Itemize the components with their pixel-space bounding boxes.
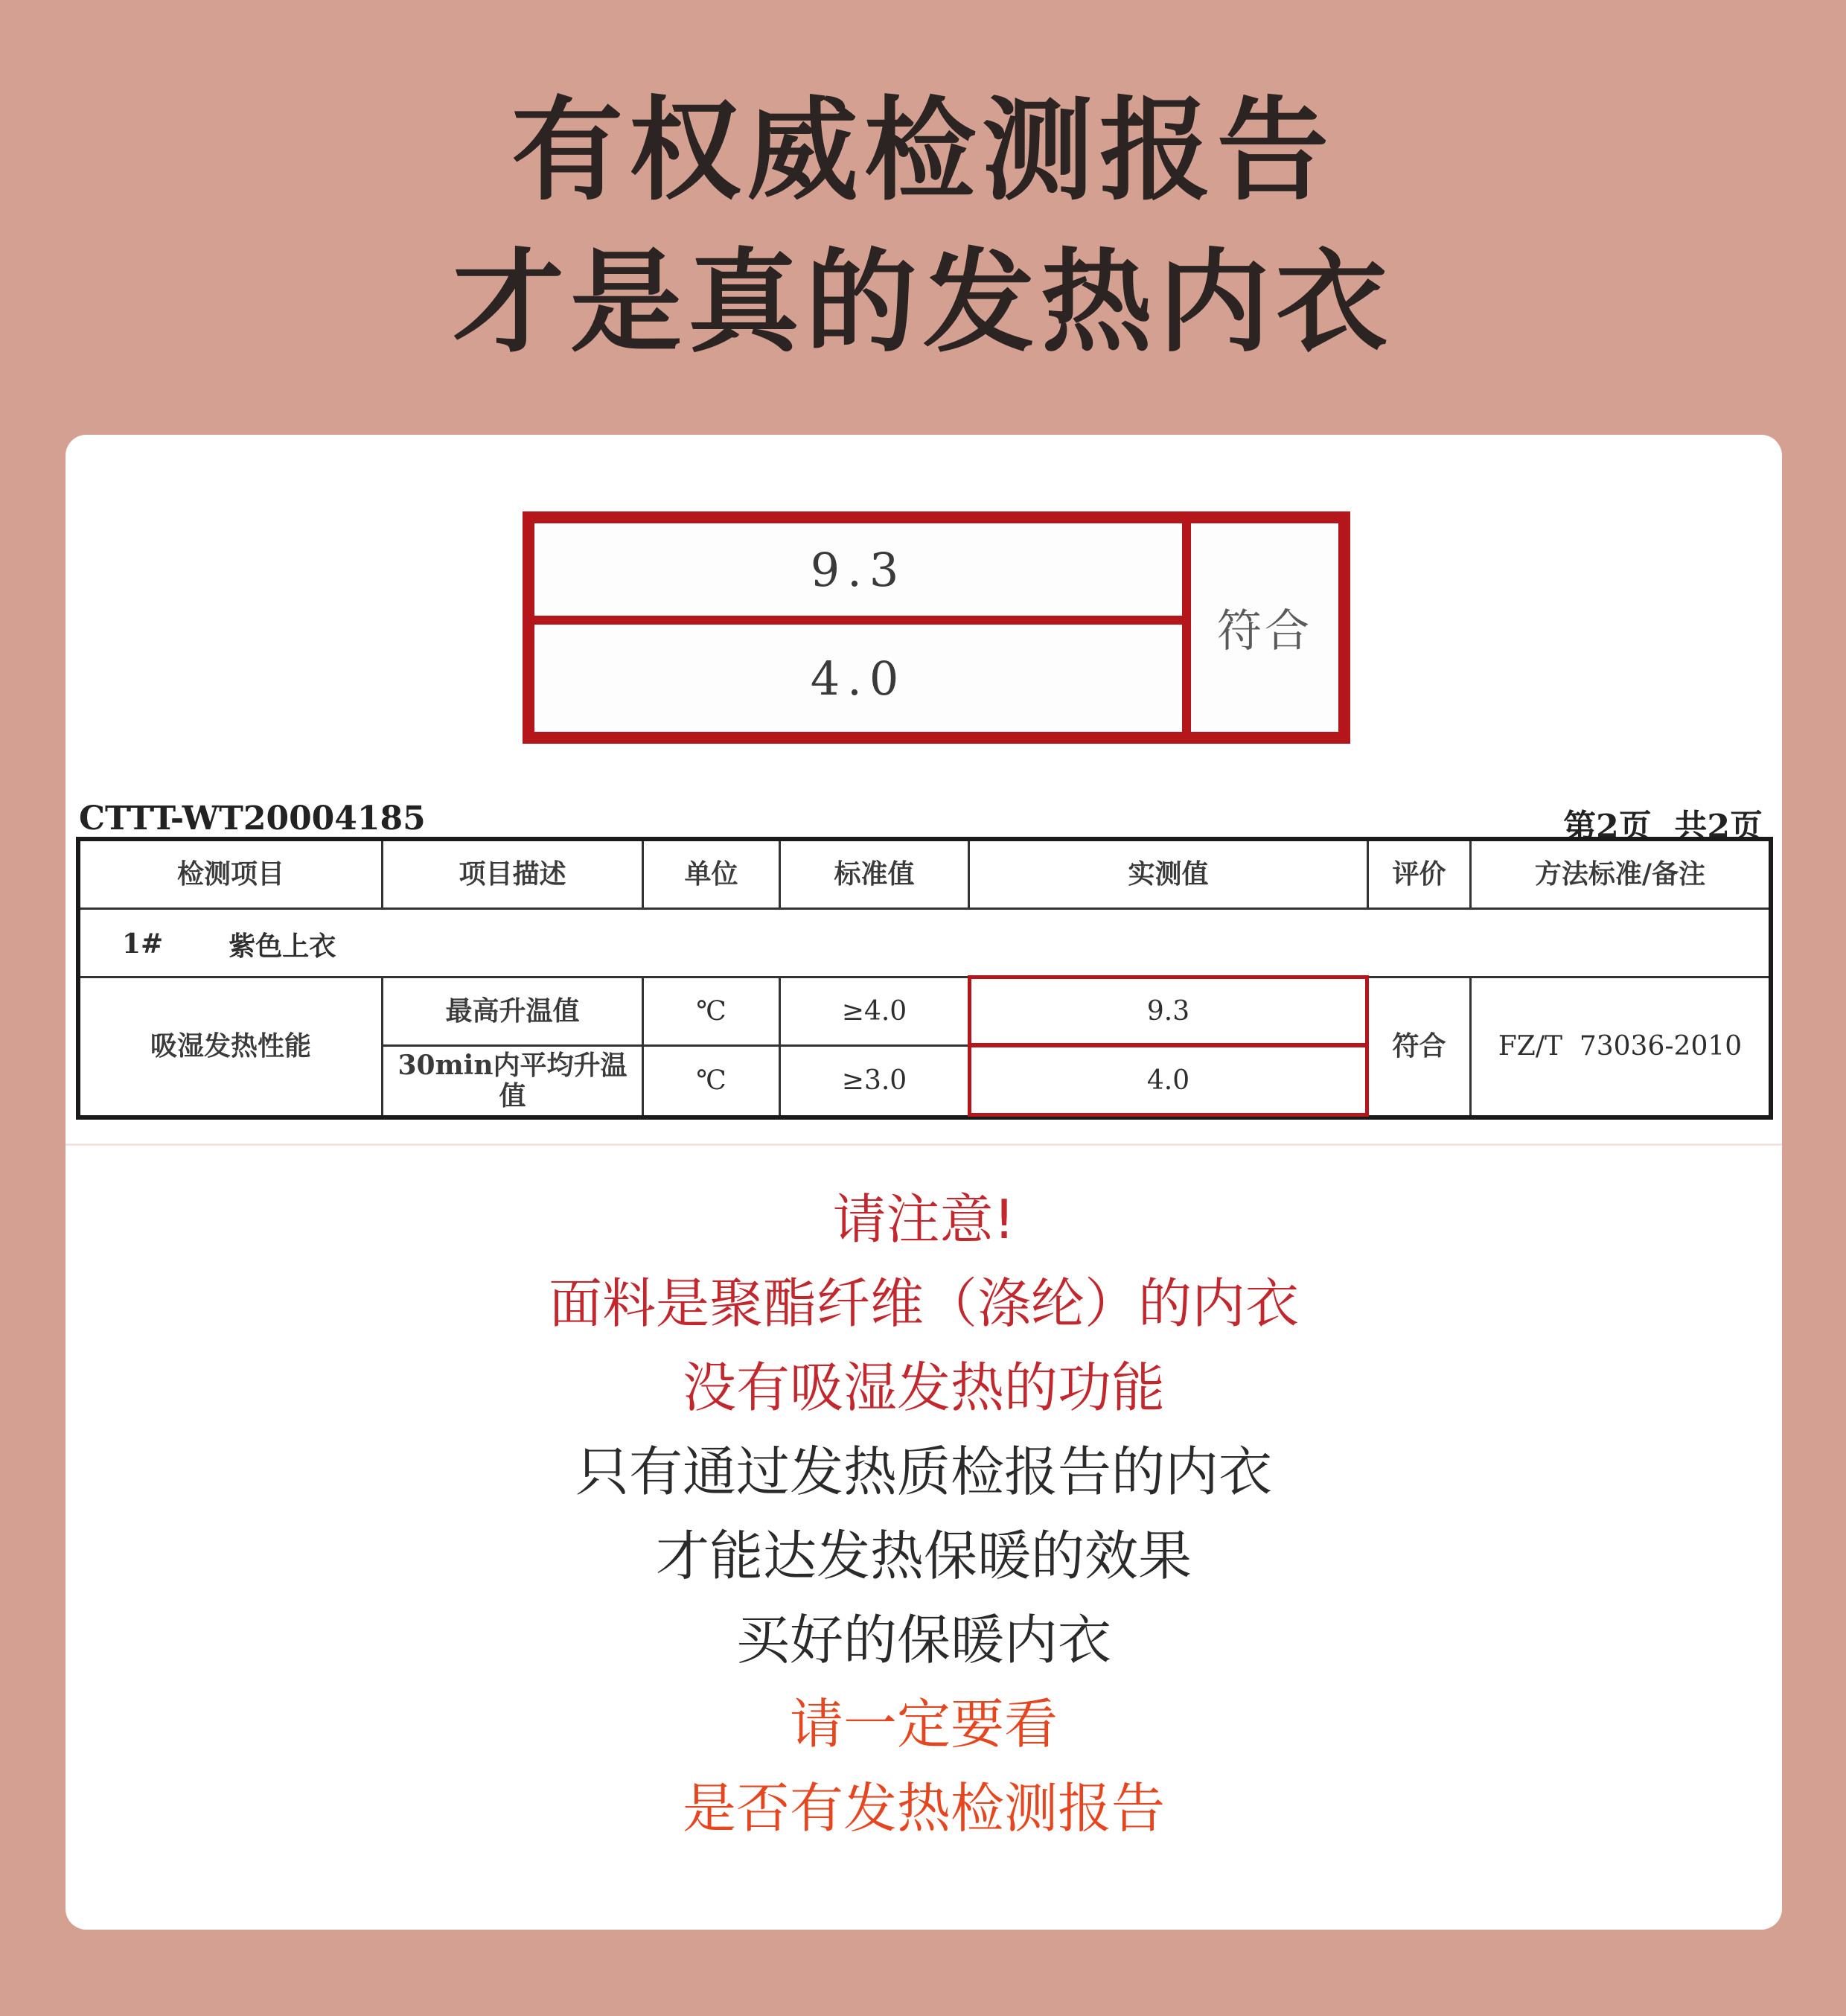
headline-line-1: 有权威检测报告 bbox=[511, 86, 1335, 216]
header-method: 方法标准/备注 bbox=[1534, 858, 1706, 890]
row-standard: ≥3.0 bbox=[841, 1065, 907, 1097]
headline-line-2: 才是真的发热内衣 bbox=[452, 238, 1393, 368]
notice-line-1: 请注意! bbox=[832, 1188, 1015, 1251]
notice-line-3: 没有吸湿发热的功能 bbox=[682, 1356, 1165, 1419]
measured-highlight-box bbox=[968, 1044, 1369, 1117]
row-description: 30min内平均升温值 bbox=[397, 1049, 627, 1111]
zoom-verdict: 符合 bbox=[1217, 605, 1312, 657]
row-unit: ℃ bbox=[696, 1065, 726, 1097]
sample-id: 1# bbox=[122, 928, 164, 960]
zoom-value-bottom: 4.0 bbox=[534, 625, 1191, 732]
header-standard: 标准值 bbox=[834, 858, 915, 890]
row-measured: 4.0 bbox=[1146, 1065, 1190, 1097]
row-description: 最高升温值 bbox=[445, 995, 580, 1027]
test-report-table bbox=[76, 837, 1773, 1120]
header-evaluation: 评价 bbox=[1392, 858, 1446, 890]
notice-line-6: 买好的保暖内衣 bbox=[735, 1609, 1111, 1671]
header-unit: 单位 bbox=[684, 858, 738, 890]
notice-line-5: 才能达发热保暖的效果 bbox=[655, 1525, 1192, 1587]
row-standard: ≥4.0 bbox=[841, 995, 907, 1027]
sample-name: 紫色上衣 bbox=[229, 930, 336, 962]
notice-line-2: 面料是聚酯纤维（涤纶）的内衣 bbox=[548, 1272, 1299, 1335]
row-unit: ℃ bbox=[696, 995, 726, 1027]
evaluation-cell: 符合 bbox=[1392, 1030, 1446, 1062]
report-number: CTTT-WT20004185 bbox=[79, 800, 426, 838]
page-info: 第2页 共2页 bbox=[1563, 808, 1763, 846]
sample-row bbox=[80, 910, 336, 978]
test-item-cell: 吸湿发热性能 bbox=[150, 1030, 311, 1062]
header-description: 项目描述 bbox=[459, 858, 566, 890]
measured-highlight-box bbox=[968, 975, 1369, 1047]
report-card bbox=[66, 435, 1782, 1930]
header-measured: 实测值 bbox=[1128, 858, 1209, 890]
row-measured: 9.3 bbox=[1146, 995, 1190, 1027]
divider bbox=[66, 1143, 1782, 1146]
zoom-value-top: 9.3 bbox=[534, 523, 1191, 625]
notice-line-7: 请一定要看 bbox=[789, 1693, 1058, 1755]
notice-line-8: 是否有发热检测报告 bbox=[682, 1777, 1165, 1840]
header-test-item: 检测项目 bbox=[176, 858, 284, 890]
method-cell: FZ/T 73036-2010 bbox=[1498, 1031, 1743, 1062]
notice-line-4: 只有通过发热质检报告的内衣 bbox=[575, 1441, 1272, 1503]
zoomed-values-callout bbox=[523, 511, 1350, 744]
